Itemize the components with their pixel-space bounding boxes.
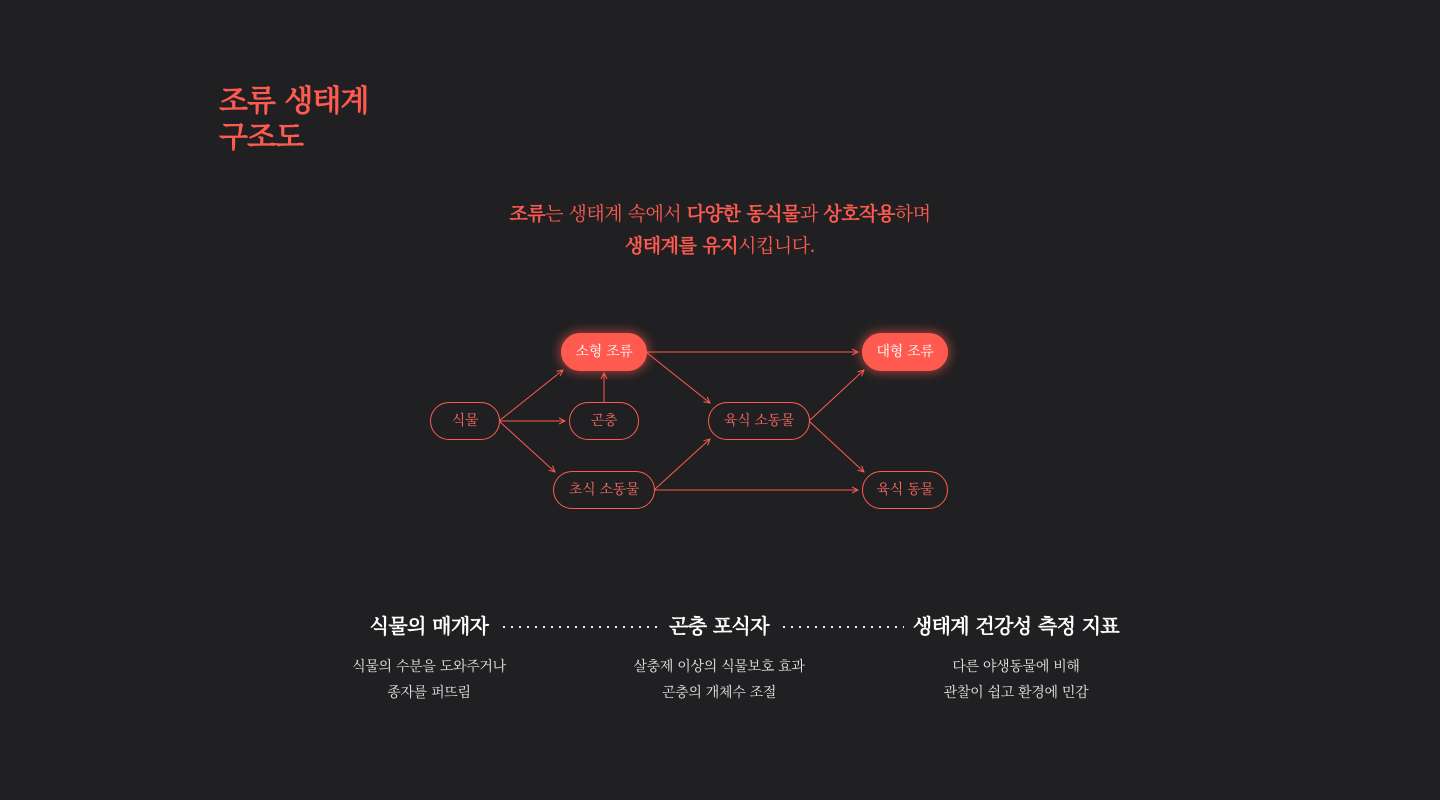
node-carnivore-small: 육식 소동물	[708, 402, 810, 440]
intro-text	[420, 198, 1020, 262]
intro-text-2: 과	[800, 203, 824, 225]
intro-bold-maintain: 생태계를 유지	[624, 235, 739, 257]
role-desc-line: 살충제 이상의 식물보호 효과	[633, 659, 805, 675]
role-title: 생태계 건강성 측정 지표	[912, 614, 1120, 638]
intro-text-4: 시킵니다.	[738, 235, 816, 257]
role-desc-line: 곤충의 개체수 조절	[661, 685, 777, 701]
role-title: 곤충 포식자	[669, 614, 769, 638]
intro-bold-species: 다양한 동식물	[686, 203, 801, 225]
intro-bold-interaction: 상호작용	[823, 203, 895, 225]
node-large-bird: 대형 조류	[862, 333, 948, 371]
role-description	[299, 654, 559, 706]
role-desc-line: 종자를 퍼뜨림	[387, 685, 471, 701]
page-title-line2: 구조도	[219, 120, 303, 155]
page-title-line1: 조류 생태계	[219, 84, 369, 119]
intro-text-1: 는 생태계 속에서	[545, 203, 687, 225]
role-desc-line: 관찰이 쉽고 환경에 민감	[943, 685, 1089, 701]
edge-plant-to-small-bird	[499, 370, 563, 421]
edge-small-bird-to-carnivore-small	[646, 352, 710, 403]
role-ecosystem-indicator	[886, 612, 1146, 706]
node-herbivore: 초식 소동물	[553, 471, 655, 509]
role-desc-line: 식물의 수분을 도와주거나	[352, 659, 506, 675]
role-title: 식물의 매개자	[369, 614, 489, 638]
role-desc-line: 다른 야생동물에 비해	[952, 659, 1080, 675]
role-description	[589, 654, 849, 706]
node-small-bird: 소형 조류	[561, 333, 647, 371]
node-insect: 곤충	[569, 402, 639, 440]
page-title	[219, 84, 368, 156]
edge-plant-to-herbivore	[499, 421, 555, 472]
edge-herbivore-to-carnivore-small	[654, 439, 710, 490]
edge-carnivore-small-to-large-bird	[809, 370, 864, 421]
edge-carnivore-small-to-carnivore	[809, 421, 864, 472]
intro-text-3: 하며	[894, 203, 931, 225]
intro-bold-birds: 조류	[509, 203, 546, 225]
node-plant: 식물	[430, 402, 500, 440]
role-description	[886, 654, 1146, 706]
node-carnivore: 육식 동물	[862, 471, 948, 509]
